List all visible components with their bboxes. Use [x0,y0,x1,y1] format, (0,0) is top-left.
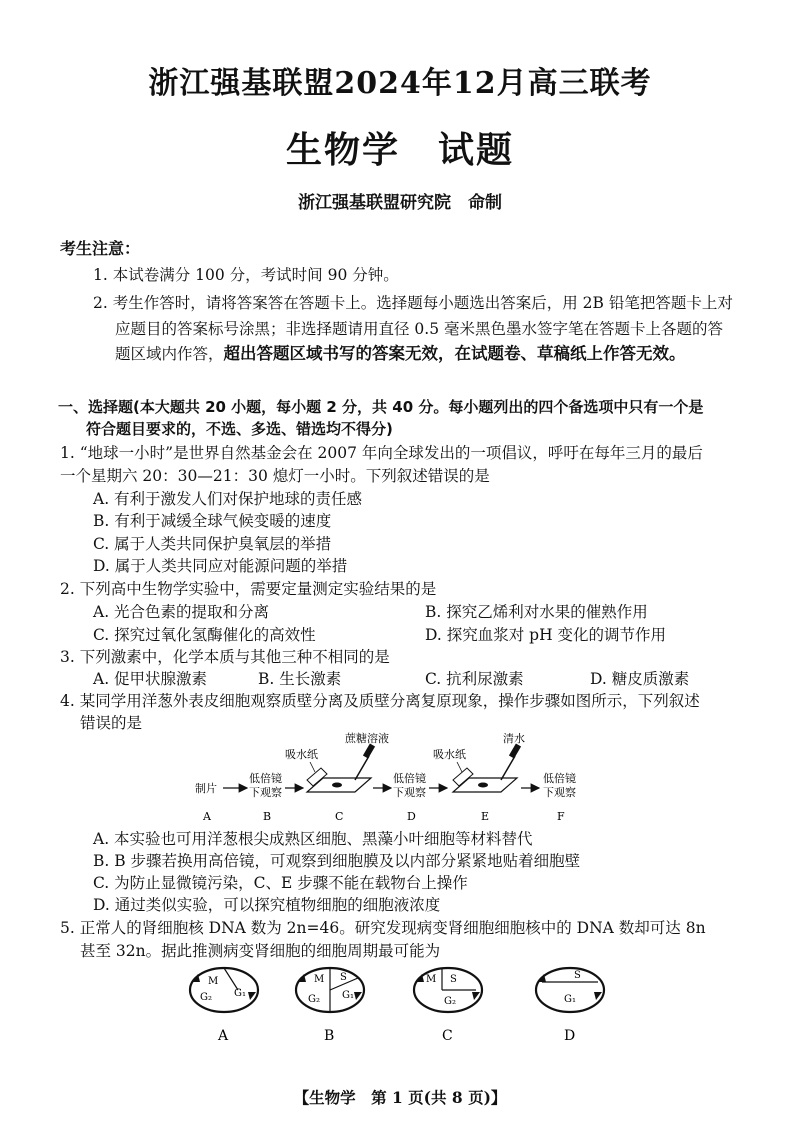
q1-option-c: C. 属于人类共同保护臭氧层的举措 [93,535,332,553]
q4-option-a: A. 本实验也可用洋葱根尖成熟区细胞、黑藻小叶细胞等材料替代 [93,830,533,848]
q4-stem-line-1: 4. 某同学用洋葱外表皮细胞观察质壁分离及质壁分离复原现象，操作步骤如图所示，下列叙述 [60,692,700,710]
cycle-c-s: S [450,974,457,985]
q2-stem: 2. 下列高中生物学实验中，需要定量测定实验结果的是 [60,580,437,598]
section-heading-line-2: 符合题目要求的，不选、多选、错选均不得分) [86,420,393,438]
q3-stem: 3. 下列激素中，化学本质与其他三种不相同的是 [60,648,390,666]
subject-title: 生物学 试题 [285,129,514,171]
cycle-b-m: M [314,974,325,985]
q3-option-a: A. 促甲状腺激素 [93,670,208,688]
cycle-a-label: A [218,1028,229,1044]
cycle-c-label: C [442,1028,453,1044]
maker-line: 浙江强基联盟研究院 命制 [298,193,502,213]
section-heading-line-1: 一、选择题(本大题共 20 小题，每小题 2 分，共 40 分。每小题列出的四个备选项中只有一个是 [58,398,704,416]
cycle-d-g1: G₁ [564,994,576,1005]
cycle-c-g2: G₂ [444,996,456,1007]
fig-label-low1-b: 下观察 [249,786,282,799]
fig-label-low2-b: 下观察 [393,786,426,799]
q1-option-d: D. 属于人类共同应对能源问题的举措 [93,557,348,575]
cycle-b-g2: G₂ [308,994,320,1005]
q1-option-b: B. 有利于减缓全球气候变暖的速度 [93,512,332,530]
fig-step-d: D [407,810,416,823]
cycle-a [190,968,258,1044]
cycle-a-g2: G₂ [200,992,212,1003]
cycle-a-m: M [208,976,219,987]
fig-label-sucrose: 蔗糖溶液 [345,732,389,745]
q4-stem-line-2: 错误的是 [80,714,143,732]
q1-stem-line-1: 1. “地球一小时”是世界自然基金会在 2007 年向全球发出的一项倡议，呼吁在每年三月的最后 [60,444,703,462]
q5-stem-line-1: 5. 正常人的肾细胞核 DNA 数为 2n=46。研究发现病变肾细胞细胞核中的 DNA 数却可达 8n [60,919,706,937]
page-footer: 【生物学 第 1 页(共 8 页)】 [293,1088,507,1107]
notice-item-2-line-1: 2. 考生作答时，请将答案答在答题卡上。选择题每小题选出答案后，用 2B 铅笔把答题卡上对 [93,294,733,312]
q2-option-d: D. 探究血浆对 pH 变化的调节作用 [425,626,667,644]
cycle-d-s: S [574,970,581,981]
q3-option-d: D. 糖皮质激素 [590,670,690,688]
exam-title: 浙江强基联盟2024年12月高三联考 [148,66,652,101]
fig-step-a: A [203,810,211,823]
fig-label-low1-a: 低倍镜 [249,772,282,785]
q1-stem-line-2: 一个星期六 20：30—21：30 熄灯一小时。下列叙述错误的是 [60,467,490,485]
notice-heading: 考生注意： [60,239,141,258]
cycle-b-label: B [324,1028,335,1044]
notice-warning: 超出答题区域书写的答案无效，在试题卷、草稿纸上作答无效。 [223,344,686,363]
notice-item-1: 1. 本试卷满分 100 分，考试时间 90 分钟。 [93,266,399,284]
q2-option-a: A. 光合色素的提取和分离 [93,603,270,621]
cycle-b-g1: G₁ [342,990,354,1001]
fig-label-xishuizhi-1: 吸水纸 [285,748,318,761]
q5-stem-line-2: 甚至 32n。据此推测病变肾细胞的细胞周期最可能为 [80,942,441,960]
q3-option-c: C. 抗利尿激素 [425,670,524,688]
q4-procedure-figure [185,730,625,826]
notice-item-2-line-3-start: 题区域内作答， [115,345,224,363]
q2-option-b: B. 探究乙烯利对水果的催熟作用 [425,603,648,621]
cycle-c [414,968,482,1044]
cycle-a-g1: G₁ [234,988,246,999]
q3-option-b: B. 生长激素 [258,670,342,688]
cycle-d-label: D [564,1028,576,1044]
fig-step-b: B [263,810,272,823]
notice-item-2-line-2: 应题目的答案标号涂黑；非选择题请用直径 0.5 毫米黑色墨水签字笔在答题卡上各题的答 [115,320,724,338]
fig-step-c: C [335,810,344,823]
fig-step-f: F [557,810,565,823]
q4-option-d: D. 通过类似实验，可以探究植物细胞的细胞液浓度 [93,896,441,914]
cycle-c-m: M [426,974,437,985]
fig-label-zhipian: 制片 [195,782,217,795]
cycle-d [536,968,604,1044]
fig-label-low3-a: 低倍镜 [543,772,576,785]
cycle-b-s: S [340,972,347,983]
q4-option-b: B. B 步骤若换用高倍镜，可观察到细胞膜及以内部分紧紧地贴着细胞壁 [93,852,581,870]
q4-option-c: C. 为防止显微镜污染，C、E 步骤不能在载物台上操作 [93,874,468,892]
q1-option-a: A. 有利于激发人们对保护地球的责任感 [93,490,363,508]
fig-step-e: E [481,810,490,823]
fig-label-qingshui: 清水 [503,732,525,745]
fig-label-xishuizhi-2: 吸水纸 [433,748,466,761]
q5-cell-cycle-figure [180,960,620,1046]
q2-option-c: C. 探究过氧化氢酶催化的高效性 [93,626,316,644]
notice-item-2-line-3 [115,343,686,365]
fig-label-low3-b: 下观察 [543,786,576,799]
fig-label-low2-a: 低倍镜 [393,772,426,785]
cycle-b [296,968,364,1044]
